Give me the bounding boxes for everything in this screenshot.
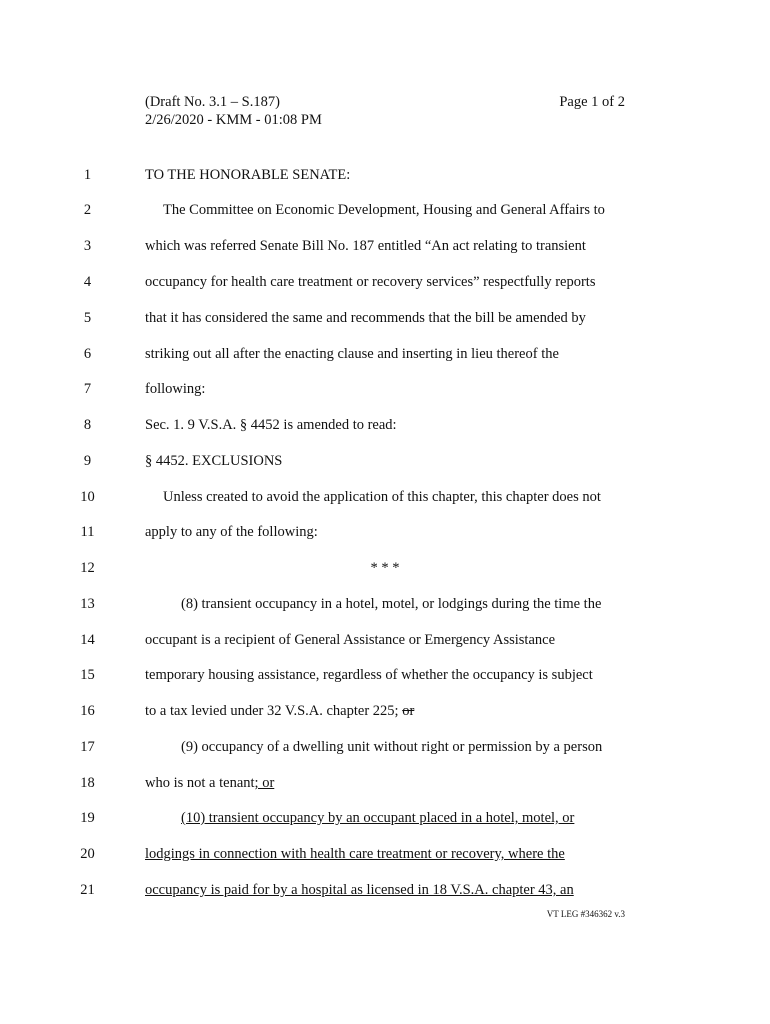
document-line — [0, 592, 770, 616]
document-line — [0, 163, 770, 187]
document-line — [0, 198, 770, 222]
document-line — [0, 842, 770, 866]
document-line — [0, 735, 770, 759]
line-number: 12 — [80, 560, 95, 576]
line-text: temporary housing assistance, regardless of whether the occupancy is subject — [145, 667, 593, 683]
line-text: (8) transient occupancy in a hotel, motel, or lodgings during the time the — [181, 596, 602, 612]
added-text: (10) transient occupancy by an occupant placed in a hotel, motel, or — [181, 810, 575, 826]
line-text: occupant is a recipient of General Assistance or Emergency Assistance — [145, 632, 556, 648]
document-line — [0, 377, 770, 401]
document-line — [0, 556, 770, 580]
line-number: 7 — [83, 381, 92, 397]
line-number: 21 — [80, 882, 95, 898]
document-line — [0, 628, 770, 652]
omission-marker: * * * — [370, 560, 400, 576]
line-text — [145, 806, 625, 830]
draft-number: (Draft No. 3.1 – S.187) — [145, 94, 280, 110]
line-text: (9) occupancy of a dwelling unit without right or permission by a person — [181, 739, 603, 755]
line-text: which was referred Senate Bill No. 187 entitled “An act relating to transient — [145, 238, 586, 254]
line-number: 17 — [80, 739, 95, 755]
document-line — [0, 806, 770, 830]
document-line — [0, 449, 770, 473]
document-line — [0, 234, 770, 258]
document-line — [0, 413, 770, 437]
line-text — [145, 878, 625, 902]
line-text: following: — [145, 381, 206, 397]
line-text: TO THE HONORABLE SENATE: — [145, 167, 351, 183]
line-text: occupancy for health care treatment or recovery services” respectfully reports — [145, 274, 596, 290]
added-text: lodgings in connection with health care treatment or recovery, where the — [145, 846, 565, 862]
line-text: Sec. 1. 9 V.S.A. § 4452 is amended to read: — [145, 417, 397, 433]
document-line — [0, 878, 770, 902]
line-number: 6 — [83, 346, 92, 362]
document-line — [0, 485, 770, 509]
line-number: 3 — [83, 238, 92, 254]
line-number: 18 — [80, 775, 95, 791]
line-text-main: who is not a tenant — [145, 775, 255, 791]
document-line — [0, 342, 770, 366]
line-number: 13 — [80, 596, 95, 612]
document-line — [0, 520, 770, 544]
line-text: The Committee on Economic Development, Housing and General Affairs to — [163, 202, 605, 218]
line-text: Unless created to avoid the application of this chapter, this chapter does not — [163, 489, 601, 505]
draft-datetime: 2/26/2020 - KMM - 01:08 PM — [145, 112, 322, 128]
added-text: occupancy is paid for by a hospital as licensed in 18 V.S.A. chapter 43, an — [145, 882, 574, 898]
line-number: 19 — [80, 810, 95, 826]
line-number: 16 — [80, 703, 95, 719]
line-text-main: to a tax levied under 32 V.S.A. chapter 225; — [145, 703, 399, 719]
line-number: 1 — [83, 167, 92, 183]
document-footer: VT LEG #346362 v.3 — [546, 909, 625, 919]
line-text — [145, 771, 625, 795]
struck-text: or — [402, 703, 415, 719]
document-line — [0, 771, 770, 795]
line-text — [145, 842, 625, 866]
line-number: 15 — [80, 667, 95, 683]
document-line — [0, 663, 770, 687]
page-indicator: Page 1 of 2 — [559, 94, 625, 110]
line-number: 11 — [80, 524, 95, 540]
section-heading: § 4452. EXCLUSIONS — [145, 453, 283, 469]
line-number: 14 — [80, 632, 95, 648]
document-line — [0, 699, 770, 723]
line-text: striking out all after the enacting clause and inserting in lieu thereof the — [145, 346, 559, 362]
line-number: 9 — [83, 453, 92, 469]
line-number: 4 — [83, 274, 92, 290]
line-number: 2 — [83, 202, 92, 218]
line-number: 8 — [83, 417, 92, 433]
document-header — [145, 93, 322, 129]
line-number: 10 — [80, 489, 95, 505]
line-text — [145, 699, 625, 723]
added-text: ; or — [254, 775, 275, 791]
line-number: 5 — [83, 310, 92, 326]
line-number: 20 — [80, 846, 95, 862]
line-text: that it has considered the same and recommends that the bill be amended by — [145, 310, 586, 326]
document-line — [0, 270, 770, 294]
line-text: apply to any of the following: — [145, 524, 318, 540]
document-line — [0, 306, 770, 330]
